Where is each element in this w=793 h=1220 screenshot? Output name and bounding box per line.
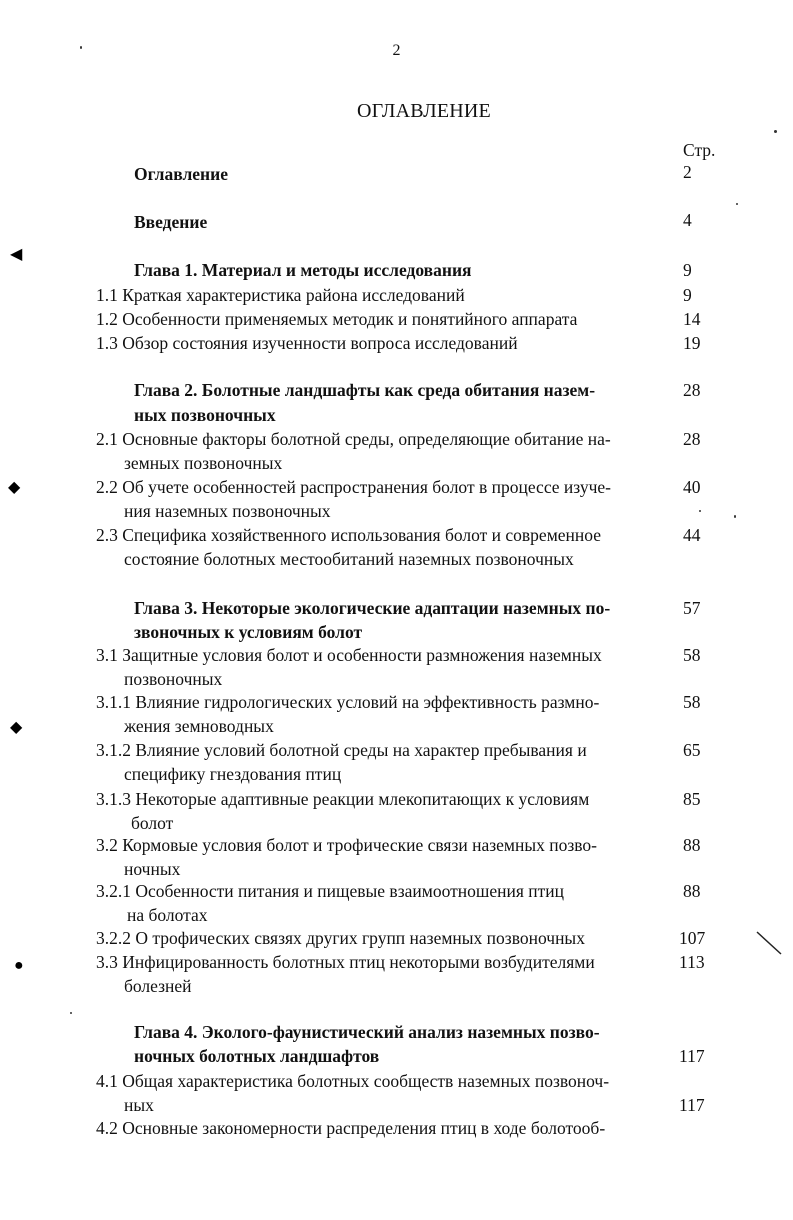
toc-entry-title: 4.1 Общая характеристика болотных сообществ наземных позвоноч-	[96, 1071, 610, 1091]
toc-entry-continuation: жения земноводных	[124, 716, 274, 736]
scan-speck	[70, 1012, 72, 1014]
toc-page-number: 9	[683, 285, 692, 305]
toc-entry-continuation: земных позвоночных	[124, 453, 283, 473]
toc-entry-continuation: болезней	[124, 976, 192, 996]
toc-entry-continuation: специфику гнездования птиц	[124, 764, 342, 784]
page-column-header: Стр.	[683, 140, 716, 160]
toc-entry-title: Введение	[134, 212, 208, 232]
binder-hole-mark: ◀	[10, 246, 23, 263]
toc-entry-title: 3.1 Защитные условия болот и особенности размножения наземных	[96, 645, 602, 665]
toc-page-number: 113	[679, 952, 705, 972]
binder-hole-mark: ◆	[10, 719, 23, 736]
scan-speck	[774, 130, 777, 133]
toc-entry-title: Оглавление	[134, 164, 228, 184]
toc-page-number: 9	[683, 260, 692, 280]
toc-page-number: 88	[683, 835, 701, 855]
toc-page-number: 58	[683, 692, 701, 712]
toc-chapter-title: Глава 1. Материал и методы исследования	[134, 260, 472, 280]
toc-entry-title: 3.1.2 Влияние условий болотной среды на характер пребывания и	[96, 740, 587, 760]
toc-page-number: 19	[683, 333, 701, 353]
toc-page-number: 117	[679, 1095, 705, 1115]
page-number: 2	[392, 42, 401, 59]
scan-speck	[736, 203, 738, 205]
scan-stroke	[755, 930, 785, 960]
toc-entry-continuation: ния наземных позвоночных	[124, 501, 331, 521]
toc-entry-title: 3.2 Кормовые условия болот и трофические связи наземных позво-	[96, 835, 597, 855]
toc-entry-continuation: ночных	[124, 859, 181, 879]
scan-speck	[80, 46, 82, 49]
toc-chapter-title: Глава 2. Болотные ландшафты как среда обитания назем-	[134, 380, 596, 400]
toc-entry-title: 1.2 Особенности применяемых методик и понятийного аппарата	[96, 309, 578, 329]
toc-chapter-title: Глава 3. Некоторые экологические адаптации наземных по-	[134, 598, 611, 618]
toc-entry-title: 4.2 Основные закономерности распределения птиц в ходе болотооб-	[96, 1118, 606, 1138]
page-title: ОГЛАВЛЕНИЕ	[357, 100, 491, 122]
toc-page-number: 4	[683, 210, 692, 230]
toc-entry-continuation: на болотах	[127, 905, 208, 925]
toc-entry-title: 3.3 Инфицированность болотных птиц некоторыми возбудителями	[96, 952, 595, 972]
toc-page-number: 65	[683, 740, 701, 760]
toc-entry-title: 3.1.1 Влияние гидрологических условий на эффективность размно-	[96, 692, 600, 712]
toc-page-number: 2	[683, 162, 692, 182]
toc-entry-continuation: состояние болотных местообитаний наземных позвоночных	[124, 549, 574, 569]
toc-entry-continuation: позвоночных	[124, 669, 223, 689]
toc-chapter-title: Глава 4. Эколого-фаунистический анализ наземных позво-	[134, 1022, 600, 1042]
binder-hole-mark: ●	[14, 957, 24, 974]
toc-entry-title: 2.2 Об учете особенностей распространения болот в процессе изуче-	[96, 477, 611, 497]
toc-page-number: 107	[679, 928, 706, 948]
toc-page-number: 57	[683, 598, 701, 618]
toc-entry-continuation: ных позвоночных	[134, 405, 276, 425]
toc-entry-title: 2.3 Специфика хозяйственного использования болот и современное	[96, 525, 602, 545]
toc-page-number: 85	[683, 789, 701, 809]
toc-entry-title: 2.1 Основные факторы болотной среды, определяющие обитание на-	[96, 429, 611, 449]
toc-page-number: 28	[683, 429, 701, 449]
toc-page-number: 88	[683, 881, 701, 901]
toc-page-number: 14	[683, 309, 701, 329]
toc-page-number: 40	[683, 477, 701, 497]
toc-entry-title: 3.2.2 О трофических связях других групп наземных позвоночных	[96, 928, 585, 948]
toc-entry-continuation: ночных болотных ландшафтов	[134, 1046, 380, 1066]
binder-hole-mark: ◆	[8, 479, 21, 496]
toc-page-number: 117	[679, 1046, 705, 1066]
toc-entry-title: 3.1.3 Некоторые адаптивные реакции млекопитающих к условиям	[96, 789, 590, 809]
toc-entry-continuation: ных	[124, 1095, 154, 1115]
toc-page-number: 58	[683, 645, 701, 665]
scan-speck	[734, 515, 736, 518]
toc-entry-title: 1.3 Обзор состояния изученности вопроса исследований	[96, 333, 518, 353]
toc-entry-title: 3.2.1 Особенности питания и пищевые взаимоотношения птиц	[96, 881, 564, 901]
toc-page-number: 28	[683, 380, 701, 400]
scan-speck	[699, 510, 701, 512]
toc-page-number: 44	[683, 525, 701, 545]
toc-entry-continuation: болот	[131, 813, 174, 833]
toc-entry-title: 1.1 Краткая характеристика района исследований	[96, 285, 465, 305]
toc-entry-continuation: звоночных к условиям болот	[134, 622, 363, 642]
